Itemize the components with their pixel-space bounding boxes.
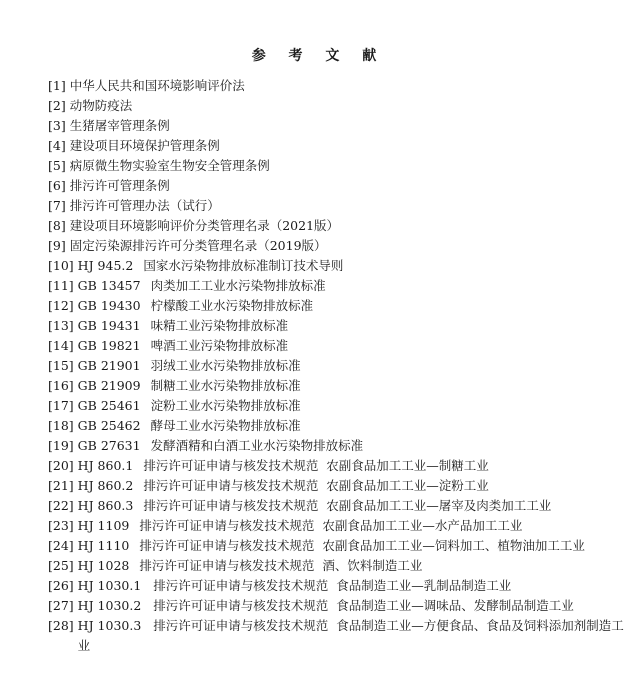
reference-text: [78, 476, 626, 496]
reference-item: [48, 536, 626, 556]
reference-text: [70, 236, 626, 256]
reference-number: [18]: [48, 418, 74, 433]
reference-title: 淀粉工业水污染物排放标准: [150, 398, 301, 413]
reference-text: [78, 416, 626, 436]
reference-title: 排污许可证申请与核发技术规范 食品制造工业—调味品、发酵制品制造工业: [153, 598, 574, 613]
reference-item: [48, 196, 626, 216]
reference-item: [48, 176, 626, 196]
reference-text: [78, 616, 626, 656]
reference-item: [48, 116, 626, 136]
reference-text: [70, 216, 626, 236]
reference-text: [70, 196, 626, 216]
reference-item: [48, 456, 626, 476]
reference-number: [15]: [48, 358, 74, 373]
reference-item: [48, 216, 626, 236]
reference-title: 啤酒工业污染物排放标准: [150, 338, 289, 353]
reference-title: 生猪屠宰管理条例: [69, 118, 170, 133]
reference-title: 排污许可证申请与核发技术规范 农副食品加工工业—饲料加工、植物油加工工业: [139, 538, 585, 553]
reference-item: [48, 276, 626, 296]
reference-number: [20]: [48, 458, 74, 473]
reference-text: [70, 176, 626, 196]
reference-text: [78, 396, 626, 416]
standard-code: GB 19430: [77, 298, 141, 313]
standard-code: HJ 1030.2: [77, 598, 142, 613]
reference-number: [23]: [48, 518, 74, 533]
reference-title: 动物防疫法: [69, 98, 133, 113]
reference-text: [78, 596, 626, 616]
reference-text: [78, 276, 626, 296]
reference-item: [48, 616, 626, 656]
standard-code: HJ 1110: [77, 538, 130, 553]
reference-title: 排污许可证申请与核发技术规范 农副食品加工工业—制糖工业: [143, 458, 489, 473]
reference-text: [70, 96, 626, 116]
reference-text: [78, 536, 626, 556]
reference-number: [25]: [48, 558, 74, 573]
reference-title: 排污许可管理条例: [69, 178, 170, 193]
reference-item: [48, 576, 626, 596]
reference-title: 柠檬酸工业水污染物排放标准: [150, 298, 314, 313]
reference-number: [12]: [48, 298, 74, 313]
reference-number: [5]: [48, 158, 66, 173]
reference-number: [11]: [48, 278, 74, 293]
reference-item: [48, 156, 626, 176]
reference-text: [70, 116, 626, 136]
reference-number: [27]: [48, 598, 74, 613]
standard-code: HJ 1109: [77, 518, 130, 533]
reference-number: [9]: [48, 238, 66, 253]
reference-number: [16]: [48, 378, 74, 393]
reference-number: [28]: [48, 618, 74, 633]
reference-number: [14]: [48, 338, 74, 353]
reference-title: 国家水污染物排放标准制订技术导则: [143, 258, 344, 273]
reference-title: 排污许可证申请与核发技术规范 农副食品加工工业—屠宰及肉类加工工业: [143, 498, 552, 513]
reference-title: 排污许可证申请与核发技术规范 酒、饮料制造工业: [139, 558, 423, 573]
standard-code: GB 13457: [77, 278, 141, 293]
reference-item: [48, 336, 626, 356]
reference-text: [70, 136, 626, 156]
reference-number: [26]: [48, 578, 74, 593]
standard-code: HJ 860.2: [77, 478, 134, 493]
reference-number: [13]: [48, 318, 74, 333]
reference-number: [17]: [48, 398, 74, 413]
reference-text: [78, 516, 626, 536]
reference-text: [78, 436, 626, 456]
reference-title: 排污许可证申请与核发技术规范 食品制造工业—方便食品、食品及饲料添加剂制造工业: [77, 618, 624, 653]
reference-item: [48, 396, 626, 416]
reference-title: 酵母工业水污染物排放标准: [150, 418, 301, 433]
reference-text: [78, 376, 626, 396]
reference-text: [78, 496, 626, 516]
reference-title: 肉类加工工业水污染物排放标准: [150, 278, 326, 293]
reference-title: 排污许可证申请与核发技术规范 农副食品加工工业—水产品加工工业: [139, 518, 523, 533]
reference-item: [48, 96, 626, 116]
reference-item: [48, 316, 626, 336]
reference-number: [2]: [48, 98, 66, 113]
standard-code: GB 27631: [77, 438, 141, 453]
reference-text: [78, 336, 626, 356]
reference-number: [21]: [48, 478, 74, 493]
reference-title: 建设项目环境保护管理条例: [69, 138, 220, 153]
reference-number: [1]: [48, 78, 66, 93]
reference-number: [4]: [48, 138, 66, 153]
reference-number: [10]: [48, 258, 74, 273]
reference-number: [3]: [48, 118, 66, 133]
standard-code: GB 21909: [77, 378, 141, 393]
reference-title: 制糖工业水污染物排放标准: [150, 378, 301, 393]
reference-item: [48, 296, 626, 316]
reference-item: [48, 376, 626, 396]
reference-title: 羽绒工业水污染物排放标准: [150, 358, 301, 373]
reference-title: 病原微生物实验室生物安全管理条例: [69, 158, 270, 173]
reference-item: [48, 516, 626, 536]
reference-item: [48, 356, 626, 376]
standard-code: HJ 860.3: [77, 498, 134, 513]
reference-item: [48, 556, 626, 576]
reference-title: 排污许可证申请与核发技术规范 农副食品加工工业—淀粉工业: [143, 478, 489, 493]
reference-number: [7]: [48, 198, 66, 213]
standard-code: GB 21901: [77, 358, 141, 373]
reference-item: [48, 76, 626, 96]
reference-text: [78, 316, 626, 336]
reference-text: [78, 256, 626, 276]
standard-code: HJ 1028: [77, 558, 130, 573]
reference-item: [48, 496, 626, 516]
reference-title: 排污许可管理办法（试行）: [69, 198, 220, 213]
standard-code: GB 19431: [77, 318, 141, 333]
reference-item: [48, 136, 626, 156]
reference-title: 排污许可证申请与核发技术规范 食品制造工业—乳制品制造工业: [153, 578, 512, 593]
reference-title: 固定污染源排污许可分类管理名录（2019版）: [69, 238, 327, 253]
reference-title: 味精工业污染物排放标准: [150, 318, 289, 333]
reference-text: [70, 76, 626, 96]
reference-text: [70, 156, 626, 176]
standard-code: HJ 945.2: [77, 258, 134, 273]
reference-number: [19]: [48, 438, 74, 453]
standard-code: HJ 1030.3: [77, 618, 142, 633]
reference-text: [78, 356, 626, 376]
standard-code: HJ 860.1: [77, 458, 134, 473]
reference-title: 中华人民共和国环境影响评价法: [69, 78, 245, 93]
reference-text: [78, 456, 626, 476]
page-title: 参 考 文 献: [251, 48, 386, 64]
reference-title: 发酵酒精和白酒工业水污染物排放标准: [150, 438, 364, 453]
reference-number: [8]: [48, 218, 66, 233]
standard-code: GB 25462: [77, 418, 141, 433]
reference-number: [22]: [48, 498, 74, 513]
reference-item: [48, 436, 626, 456]
reference-text: [78, 296, 626, 316]
reference-item: [48, 416, 626, 436]
reference-text: [78, 556, 626, 576]
reference-title: 建设项目环境影响评价分类管理名录（2021版）: [69, 218, 340, 233]
reference-number: [6]: [48, 178, 66, 193]
reference-list: [48, 76, 626, 656]
standard-code: GB 19821: [77, 338, 141, 353]
standard-code: HJ 1030.1: [77, 578, 142, 593]
reference-item: [48, 256, 626, 276]
standard-code: GB 25461: [77, 398, 141, 413]
reference-text: [78, 576, 626, 596]
reference-number: [24]: [48, 538, 74, 553]
reference-item: [48, 596, 626, 616]
reference-item: [48, 236, 626, 256]
reference-item: [48, 476, 626, 496]
